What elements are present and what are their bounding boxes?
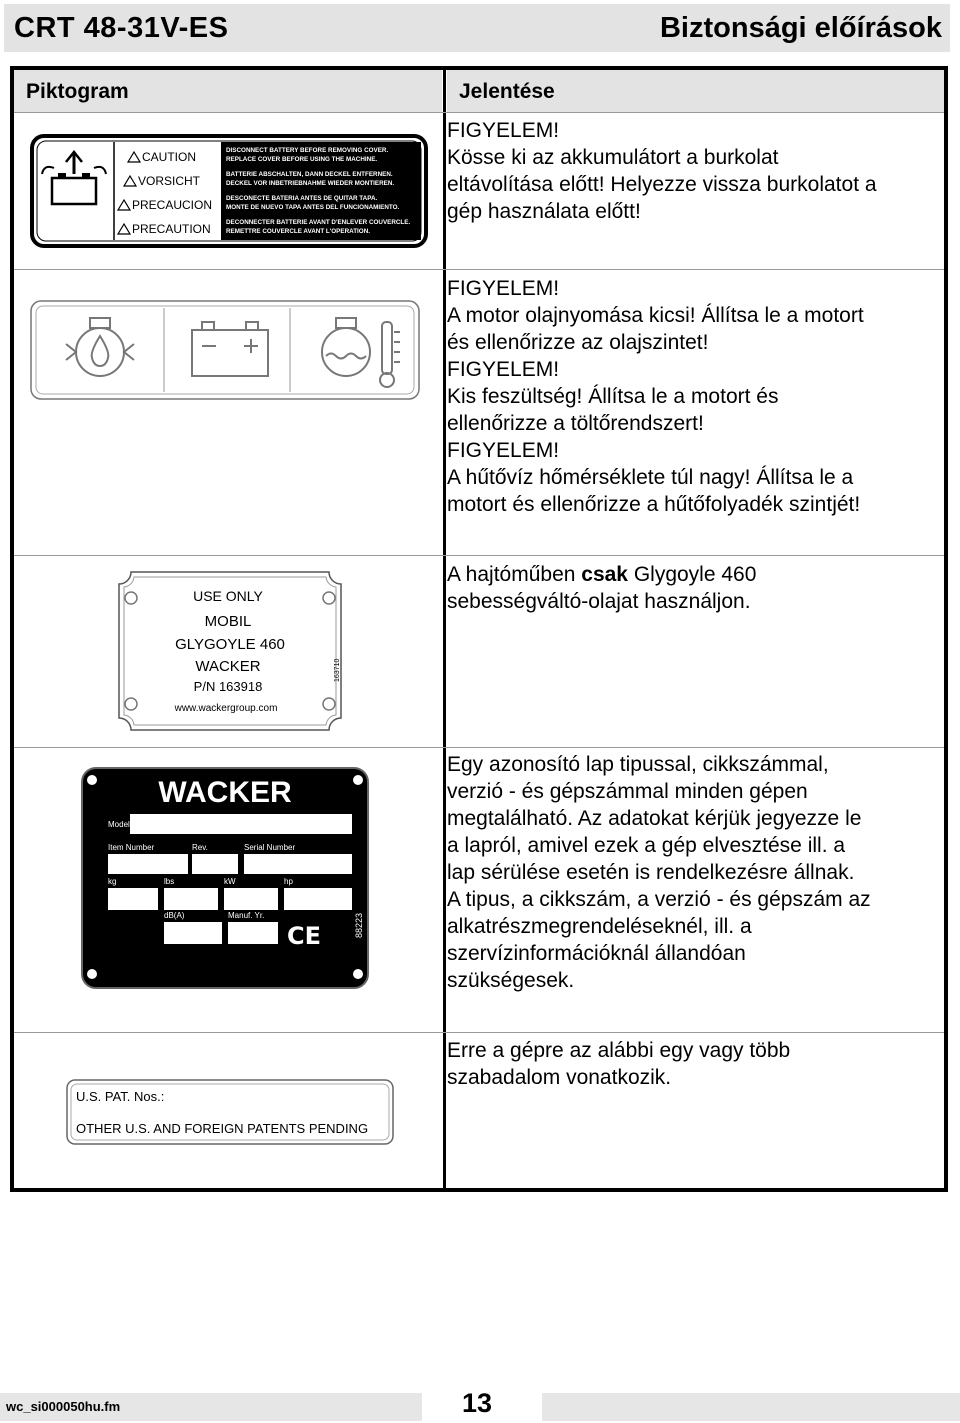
plate-field-label: kW [224,877,236,886]
svg-text:CAUTION: CAUTION [142,150,196,164]
power-kw-field [224,888,278,910]
manufacture-year-field [228,922,278,944]
meaning-battery-cover [447,117,932,225]
text-line: ellenőrizze a töltőrendszert! [447,412,704,435]
row-divider [14,269,944,270]
text-line: A hűtővíz hőmérséklete túl nagy! Állítsa le a [447,466,854,489]
patent-numbers-label: U.S. PAT. Nos.: [76,1089,165,1104]
plate-field-label: Model [108,820,130,829]
sound-level-field [164,922,222,944]
plate-field-label: dB(A) [164,911,185,920]
text-line: gép használata előtt! [447,200,641,223]
text-line: szabadalom vonatkozik. [447,1066,672,1089]
ce-mark: CE [286,922,322,950]
caution-word-4 [118,222,211,236]
decal-text: www.wackergroup.com [174,703,278,714]
plate-field-label: lbs [164,877,175,886]
meaning-warning-lights [447,275,932,518]
caution-word-3 [118,198,212,212]
power-hp-field [284,888,352,910]
serial-number-field [244,854,352,874]
row-divider [14,112,944,113]
text-line: FIGYELEM! [447,358,560,381]
caution-message-line: DECONNECTER BATTERIE AVANT D'ENLEVER COUVERCLE. [226,219,411,226]
decal-part-code: 163710 [334,658,341,682]
gear-oil-decal [117,570,343,732]
brand-logo: WACKER [158,776,292,809]
page-number: 13 [462,1388,493,1418]
text-line: FIGYELEM! [447,439,560,462]
patents-pending-label: OTHER U.S. AND FOREIGN PATENTS PENDING [76,1121,369,1136]
text-line: szervízinformációknál állandóan [447,942,746,965]
svg-text:VORSICHT: VORSICHT [138,174,201,188]
page-header [4,4,950,52]
text-line: Egy azonosító lap tipussal, cikkszámmal, [447,753,829,776]
text-segment: Glygoyle 460 [627,563,757,586]
row-divider [14,747,944,748]
meaning-patents [447,1037,932,1091]
decal-text: P/N 163918 [193,679,263,694]
text-line: verzió - és gépszámmal minden gépen [447,780,808,803]
caution-message-line: DISCONNECT BATTERY BEFORE REMOVING COVER. [226,147,389,154]
svg-text:PRECAUTION: PRECAUTION [132,222,211,236]
patent-decal [66,1079,394,1145]
plate-field-label: Manuf. Yr. [228,911,265,920]
plate-part-code: 88223 [354,912,364,938]
warning-light-panel [30,300,420,400]
section-title: Biztonsági előírások [659,12,942,44]
text-line [447,561,932,588]
caution-message-line: MONTE DE NUEVO TAPA ANTES DEL FUNCIONAMIENTO. [226,204,400,211]
text-line: A tipus, a cikkszám, a verzió - és gépszám az [447,888,871,911]
text-line: megtalálható. Az adatokat kérjük jegyezze le [447,807,862,830]
text-line: Erre a gépre az alábbi egy vagy több [447,1039,791,1062]
decal-text: MOBIL [204,613,252,630]
decal-text: WACKER [195,658,261,675]
decal-text: GLYGOYLE 460 [175,636,285,653]
text-line: sebességváltó-olajat használjon. [447,590,751,613]
model-title: CRT 48-31V-ES [14,12,229,44]
identification-plate [80,766,370,990]
text-line: szükségesek. [447,969,575,992]
text-line: Kis feszültség! Állítsa le a motort és [447,385,779,408]
text-line: FIGYELEM! [447,119,560,142]
caution-message-line: BATTERIE ABSCHALTEN, DANN DECKEL ENTFERNEN. [226,171,393,178]
plate-field-label: Serial Number [244,843,296,852]
row-divider [14,555,944,556]
column-header-meaning: Jelentése [447,70,944,112]
emphasis-only: csak [581,563,628,586]
caution-message-line: REPLACE COVER BEFORE USING THE MACHINE. [226,156,378,163]
weight-lbs-field [164,888,218,910]
text-line: Kösse ki az akkumulátort a burkolat [447,146,779,169]
plate-field-label: Item Number [108,843,155,852]
text-segment: A hajtóműben [447,563,582,586]
model-field [130,814,352,834]
plate-field-label: hp [284,877,293,886]
text-line: FIGYELEM! [447,277,560,300]
weight-kg-field [108,888,158,910]
meaning-gear-oil [447,561,932,615]
text-line: motort és ellenőrizze a hűtőfolyadék szintjét! [447,493,861,516]
svg-text:PRECAUCION: PRECAUCION [132,198,213,212]
battery-caution-decal [30,134,428,248]
caution-message-line: DECKEL VOR INBETRIEBNAHME WIEDER MONTIEREN. [226,180,395,187]
plate-field-label: kg [108,877,117,886]
item-number-field [108,854,188,874]
caution-message-line: REMETTRE COUVERCLE AVANT L'OPERATION. [226,228,370,235]
footer-right-bar [542,1393,960,1421]
decal-text: USE ONLY [193,588,263,604]
text-line: alkatrészmegrendeléseknél, ill. a [447,915,752,938]
caution-message-line: DESCONECTE BATERIA ANTES DE QUITAR TAPA. [226,195,378,202]
revision-field [192,854,238,874]
meaning-identification-plate [447,751,932,994]
plate-field-label: Rev. [192,843,208,852]
text-line: és ellenőrizze az olajszintet! [447,331,709,354]
text-line: eltávolítása előtt! Helyezze vissza burkolatot a [447,173,877,196]
text-line: lap sérülése esetén is rendelkezésre állnak. [447,861,855,884]
footer-left-bar [0,1393,422,1421]
column-divider [443,70,446,1192]
text-line: a lapról, amivel ezek a gép elvesztése ill. a [447,834,846,857]
row-divider [14,1032,944,1033]
footer-filename: wc_si000050hu.fm [6,1399,121,1414]
column-header-pictogram: Piktogram [14,70,442,112]
text-line: A motor olajnyomása kicsi! Állítsa le a motort [447,304,864,327]
